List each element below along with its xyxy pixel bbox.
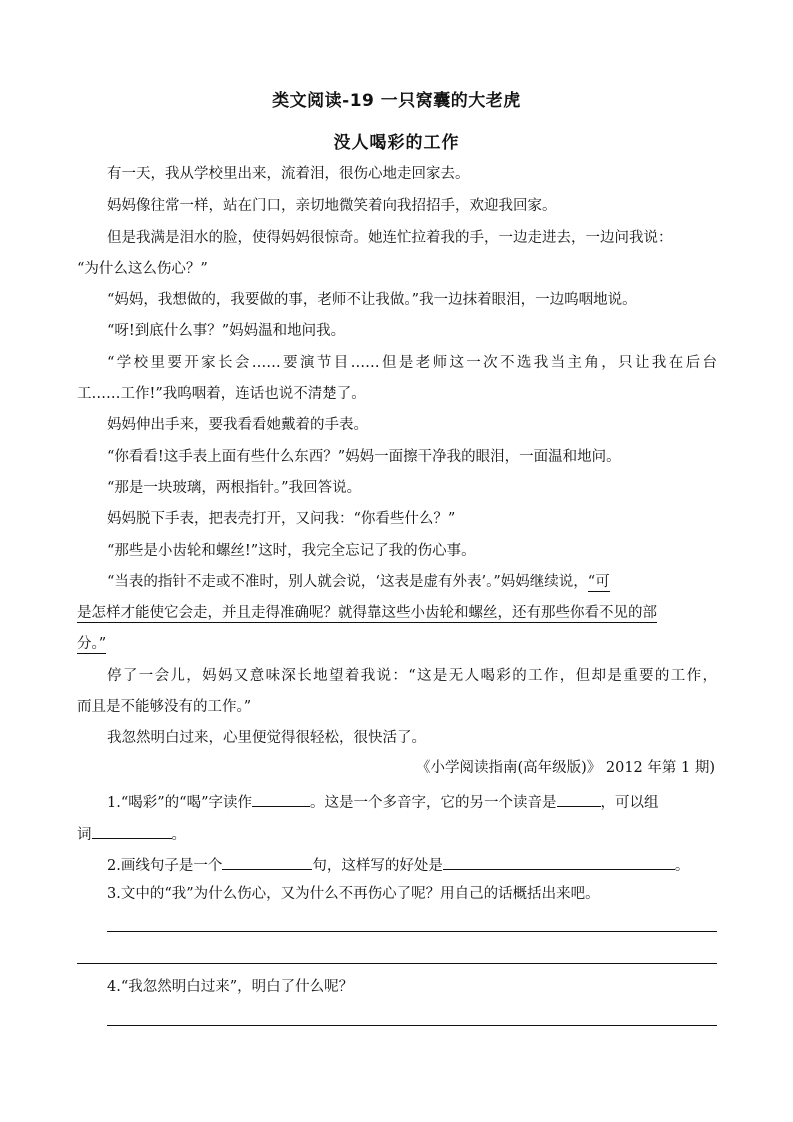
answer-blank[interactable] xyxy=(252,790,310,807)
underlined-sentence: 是怎样才能使它会走，并且走得准确呢？就得靠这些小齿轮和螺丝，还有那些你看不见的部 xyxy=(77,605,657,621)
question-text: 。 xyxy=(674,858,690,874)
question-text: 1.“喝彩”的“喝”字读作 xyxy=(107,795,252,811)
worksheet-title: 类文阅读-19 一只窝囊的大老虎 xyxy=(272,91,521,111)
answer-line[interactable] xyxy=(107,931,717,932)
question-text: 。 xyxy=(171,827,186,843)
story-line: “呀!到底什么事？”妈妈温和地问我。 xyxy=(107,323,346,339)
story-line: “那是一块玻璃，两根指针。”我回答说。 xyxy=(107,480,362,496)
story-line xyxy=(107,572,717,594)
question-1-cont xyxy=(77,822,717,845)
story-line: “妈妈，我想做的，我要做的事，老师不让我做。”我一边抹着眼泪，一边呜咽地说。 xyxy=(107,292,637,308)
story-line: 停了一会儿，妈妈又意味深长地望着我说：“这是无人喝彩的工作，但却是重要的工作， xyxy=(107,668,717,684)
story-line: 妈妈伸出手来，要我看看她戴着的手表。 xyxy=(107,417,368,433)
answer-line[interactable] xyxy=(77,963,717,964)
question-1 xyxy=(107,790,717,813)
underlined-sentence: 分。” xyxy=(77,636,107,652)
question-text: 句，这样写的好处是 xyxy=(312,858,443,874)
story-line: 而且是不能够没有的工作。” xyxy=(77,699,252,715)
story-line: 妈妈像往常一样，站在门口，亲切地微笑着向我招招手，欢迎我回家。 xyxy=(107,198,557,214)
story-line: “为什么这么伤心？” xyxy=(77,261,208,277)
story-line xyxy=(77,603,717,625)
story-line: “那些是小齿轮和螺丝!”这时，我完全忘记了我的伤心事。 xyxy=(107,543,476,559)
answer-line[interactable] xyxy=(107,1025,717,1026)
story-line: 工……工作!”我呜咽着，连话也说不清楚了。 xyxy=(77,386,366,402)
question-text: 词 xyxy=(77,827,92,843)
answer-blank[interactable] xyxy=(443,853,675,870)
question-text: 。这是一个多音字，它的另一个读音是 xyxy=(310,795,557,811)
answer-blank[interactable] xyxy=(222,853,312,870)
answer-blank[interactable] xyxy=(92,822,172,839)
source-citation: 《小学阅读指南(高年级版)》 2012 年第 1 期) xyxy=(415,760,715,776)
story-line: 但是我满是泪水的脸，使得妈妈很惊奇。她连忙拉着我的手，一边走进去，一边问我说： xyxy=(107,230,673,246)
story-line xyxy=(77,634,717,656)
answer-blank[interactable] xyxy=(557,790,601,807)
story-text: “当表的指针不走或不准时，别人就会说，‘这表是虚有外表’。”妈妈继续说， xyxy=(107,574,588,590)
question-3: 3.文中的“我”为什么伤心，又为什么不再伤心了呢？用自己的话概括出来吧。 xyxy=(107,886,600,902)
underlined-sentence: “可 xyxy=(587,574,610,590)
story-line: 妈妈脱下手表，把表壳打开，又问我：“你看些什么？” xyxy=(107,511,456,527)
question-text: ，可以组 xyxy=(600,795,659,811)
question-4: 4.“我忽然明白过来”，明白了什么呢？ xyxy=(107,979,354,995)
story-title: 没人喝彩的工作 xyxy=(333,133,460,153)
story-line: “学校里要开家长会……要演节目……但是老师这一次不选我当主角，只让我在后台 xyxy=(107,355,717,371)
question-2 xyxy=(107,853,717,876)
story-line: “你看看!这手表上面有些什么东西？”妈妈一面擦干净我的眼泪，一面温和地问。 xyxy=(107,449,621,465)
story-line: 有一天，我从学校里出来，流着泪，很伤心地走回家去。 xyxy=(107,166,470,182)
question-text: 2.画线句子是一个 xyxy=(107,858,223,874)
story-line: 我忽然明白过来，心里便觉得很轻松，很快活了。 xyxy=(107,730,426,746)
